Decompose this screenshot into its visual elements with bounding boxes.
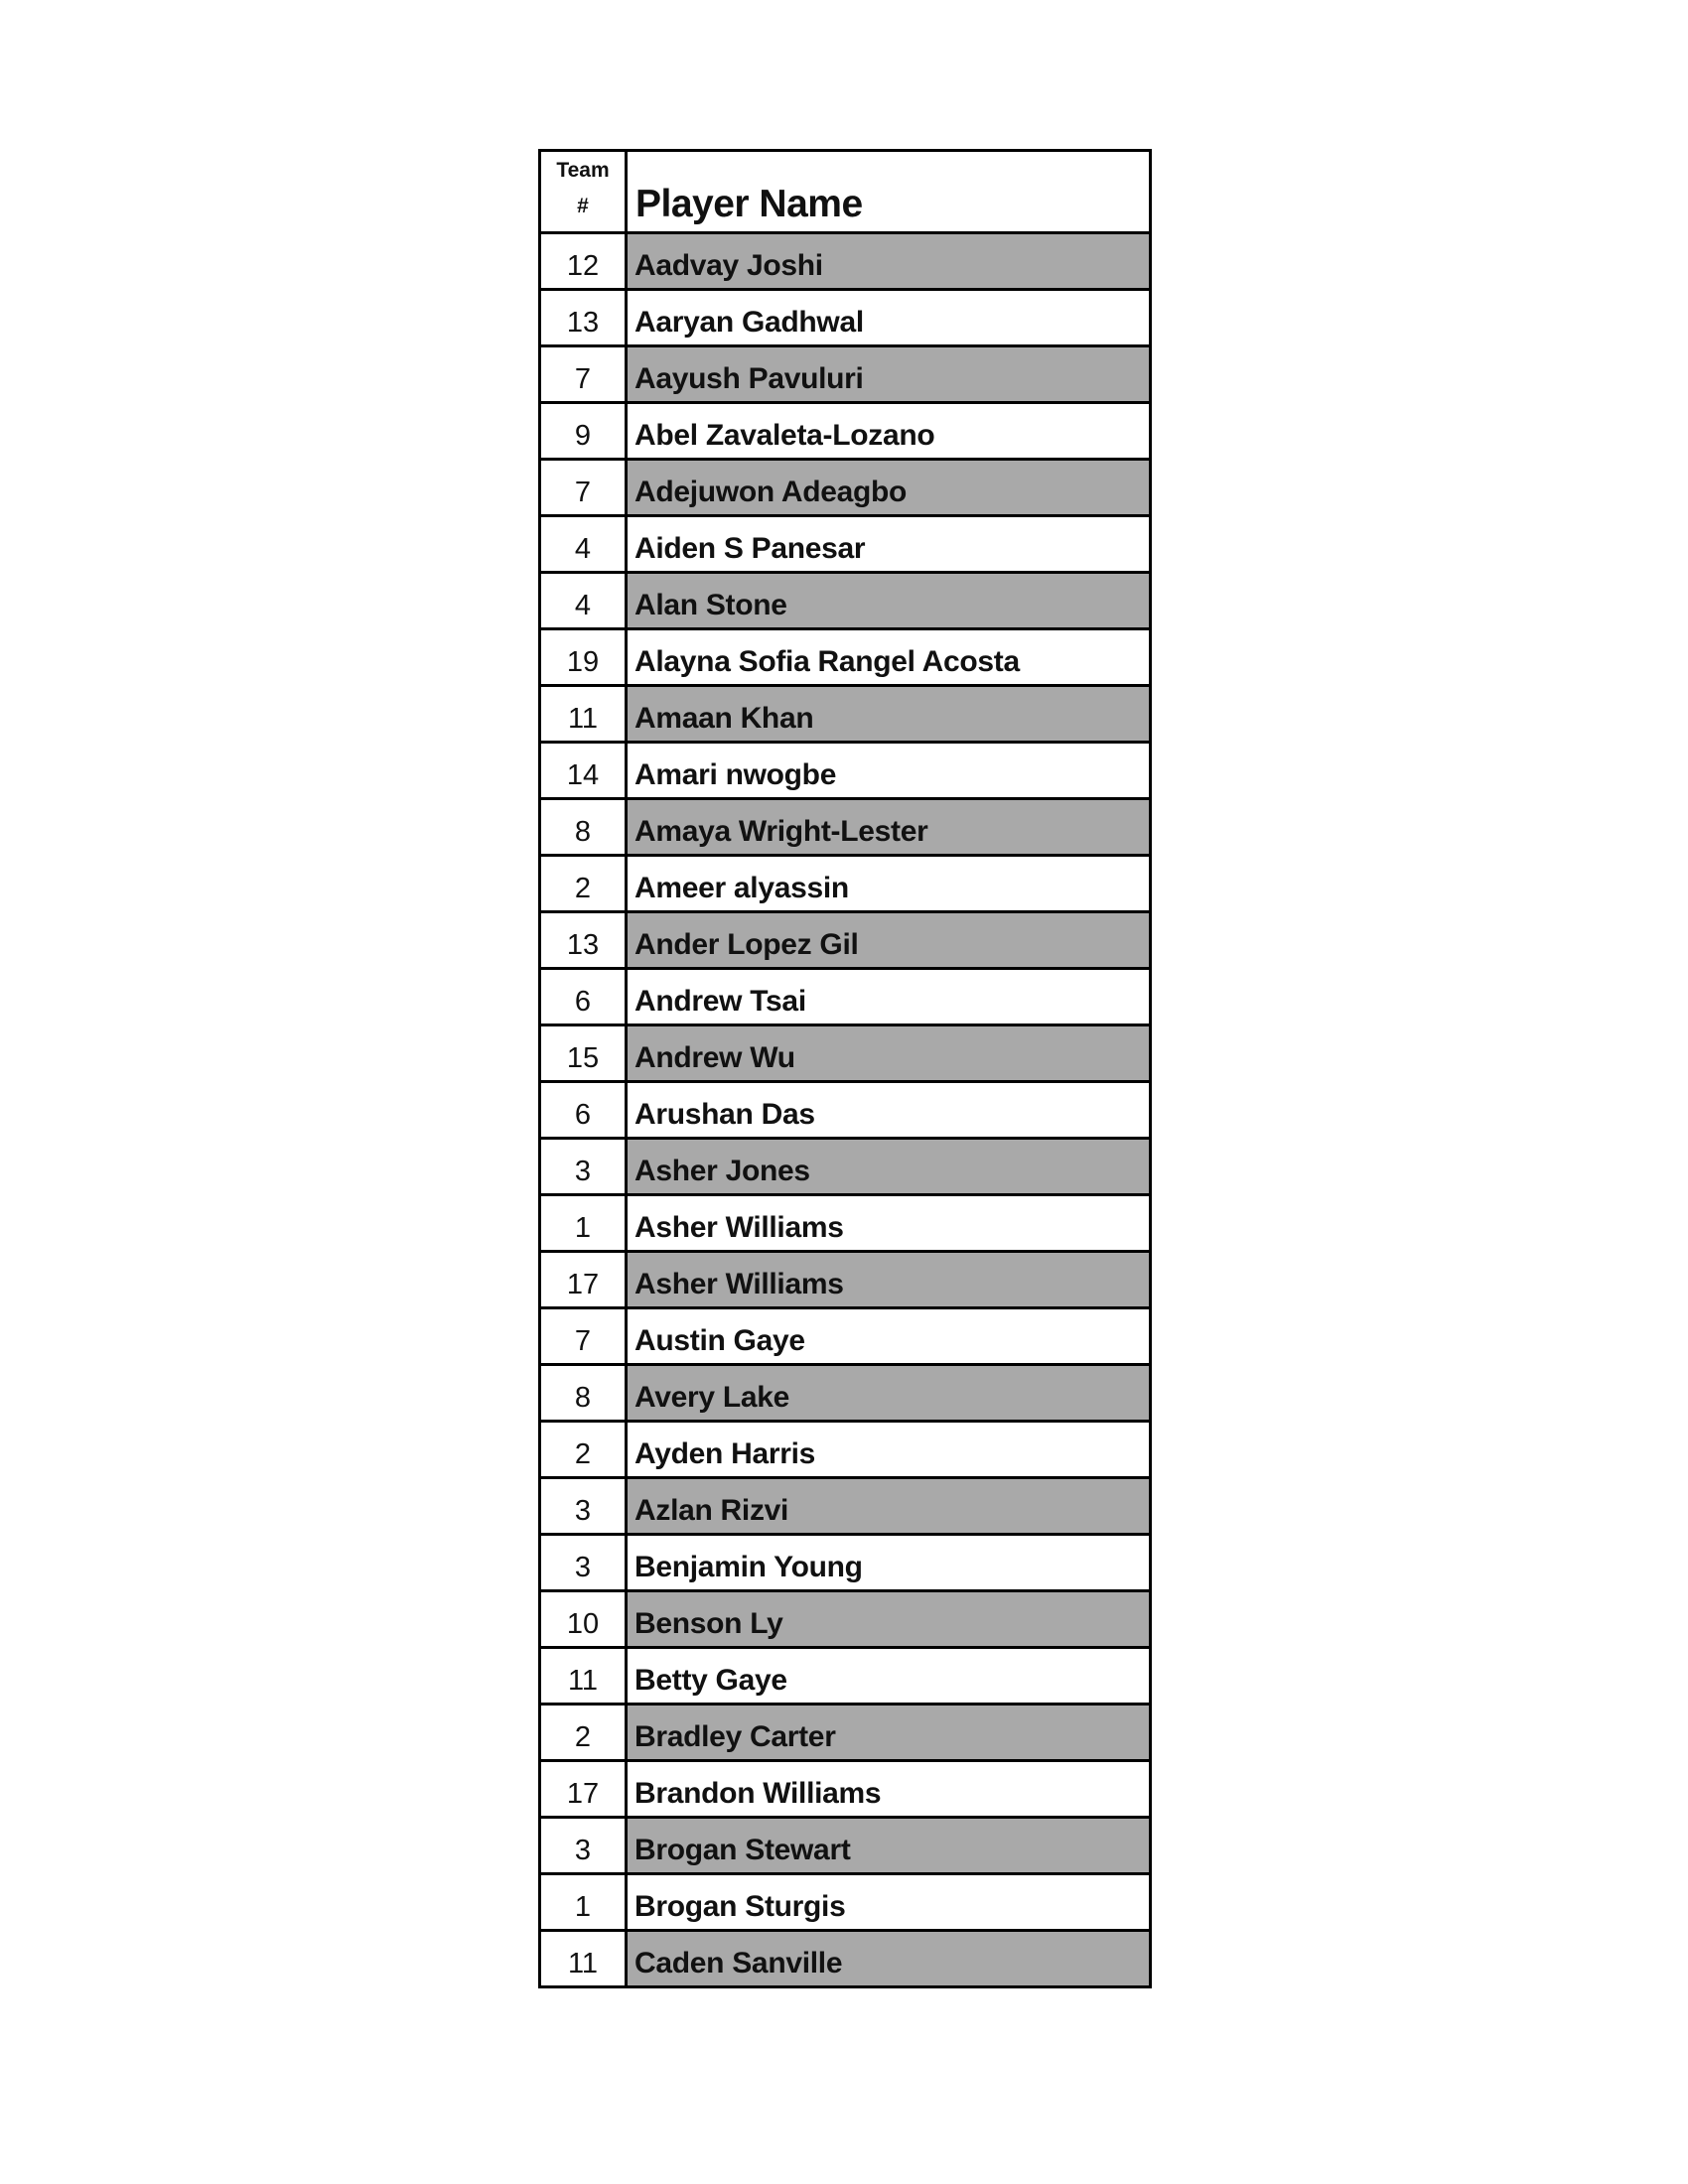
player-name-cell: Ameer alyassin	[627, 856, 1151, 912]
table-row	[540, 1478, 1151, 1535]
table-row	[540, 1365, 1151, 1422]
player-name-cell: Ayden Harris	[627, 1422, 1151, 1478]
table-row	[540, 1931, 1151, 1987]
player-name-cell: Ander Lopez Gil	[627, 912, 1151, 969]
team-number-cell: 17	[540, 1761, 627, 1818]
player-name-cell: Azlan Rizvi	[627, 1478, 1151, 1535]
player-name-cell: Benjamin Young	[627, 1535, 1151, 1591]
table-row	[540, 1082, 1151, 1139]
table-row	[540, 856, 1151, 912]
table-row	[540, 1874, 1151, 1931]
player-name-cell: Asher Williams	[627, 1195, 1151, 1252]
player-roster-table	[538, 149, 1152, 1988]
team-number-header	[540, 151, 627, 233]
team-number-cell: 2	[540, 856, 627, 912]
team-number-cell: 6	[540, 1082, 627, 1139]
table-row	[540, 1308, 1151, 1365]
table-row	[540, 1195, 1151, 1252]
team-number-cell: 3	[540, 1478, 627, 1535]
team-number-cell: 2	[540, 1422, 627, 1478]
player-name-cell: Amaya Wright-Lester	[627, 799, 1151, 856]
table-body	[540, 233, 1151, 1987]
team-number-cell: 13	[540, 290, 627, 346]
player-name-cell: Abel Zavaleta-Lozano	[627, 403, 1151, 460]
player-name-cell: Betty Gaye	[627, 1648, 1151, 1705]
table-row	[540, 969, 1151, 1025]
team-number-cell: 3	[540, 1535, 627, 1591]
team-number-cell: 19	[540, 629, 627, 686]
player-name-cell: Alayna Sofia Rangel Acosta	[627, 629, 1151, 686]
table-row	[540, 1705, 1151, 1761]
player-name-cell: Adejuwon Adeagbo	[627, 460, 1151, 516]
team-number-cell: 11	[540, 1931, 627, 1987]
table-row	[540, 799, 1151, 856]
table-row	[540, 912, 1151, 969]
table-row	[540, 1761, 1151, 1818]
table-row	[540, 1252, 1151, 1308]
team-number-cell: 6	[540, 969, 627, 1025]
team-number-cell: 7	[540, 460, 627, 516]
table-row	[540, 573, 1151, 629]
team-number-cell: 12	[540, 233, 627, 290]
team-number-cell: 17	[540, 1252, 627, 1308]
player-name-cell: Arushan Das	[627, 1082, 1151, 1139]
team-number-cell: 3	[540, 1139, 627, 1195]
table-row	[540, 1422, 1151, 1478]
team-number-cell: 9	[540, 403, 627, 460]
table-row	[540, 686, 1151, 743]
player-name-cell: Andrew Wu	[627, 1025, 1151, 1082]
team-number-cell: 11	[540, 1648, 627, 1705]
player-name-cell: Brogan Sturgis	[627, 1874, 1151, 1931]
player-name-cell: Andrew Tsai	[627, 969, 1151, 1025]
table-row	[540, 403, 1151, 460]
player-name-cell: Amari nwogbe	[627, 743, 1151, 799]
team-number-cell: 1	[540, 1195, 627, 1252]
table-row	[540, 1139, 1151, 1195]
team-number-cell: 13	[540, 912, 627, 969]
team-number-cell: 10	[540, 1591, 627, 1648]
team-number-cell: 7	[540, 1308, 627, 1365]
team-number-cell: 4	[540, 516, 627, 573]
table-row	[540, 233, 1151, 290]
table-row	[540, 516, 1151, 573]
table-row	[540, 629, 1151, 686]
team-number-cell: 8	[540, 799, 627, 856]
table-row	[540, 290, 1151, 346]
table-row	[540, 1591, 1151, 1648]
player-name-cell: Benson Ly	[627, 1591, 1151, 1648]
team-number-cell: 8	[540, 1365, 627, 1422]
player-name-cell: Aadvay Joshi	[627, 233, 1151, 290]
player-name-cell: Asher Williams	[627, 1252, 1151, 1308]
table-row	[540, 1818, 1151, 1874]
team-number-cell: 1	[540, 1874, 627, 1931]
player-name-cell: Asher Jones	[627, 1139, 1151, 1195]
table-row	[540, 346, 1151, 403]
player-name-cell: Aayush Pavuluri	[627, 346, 1151, 403]
team-header-line1: Team	[556, 159, 610, 182]
player-name-cell: Amaan Khan	[627, 686, 1151, 743]
table-row	[540, 743, 1151, 799]
team-number-cell: 4	[540, 573, 627, 629]
team-number-cell: 2	[540, 1705, 627, 1761]
team-header-line2: #	[577, 195, 589, 217]
player-name-header: Player Name	[627, 151, 1151, 233]
team-number-cell: 14	[540, 743, 627, 799]
table-row	[540, 460, 1151, 516]
player-name-cell: Brandon Williams	[627, 1761, 1151, 1818]
team-number-cell: 3	[540, 1818, 627, 1874]
table-row	[540, 1535, 1151, 1591]
team-number-cell: 15	[540, 1025, 627, 1082]
table-row	[540, 1648, 1151, 1705]
player-name-cell: Bradley Carter	[627, 1705, 1151, 1761]
table-row	[540, 1025, 1151, 1082]
player-name-cell: Caden Sanville	[627, 1931, 1151, 1987]
player-name-cell: Austin Gaye	[627, 1308, 1151, 1365]
player-name-cell: Brogan Stewart	[627, 1818, 1151, 1874]
team-number-cell: 7	[540, 346, 627, 403]
player-name-cell: Alan Stone	[627, 573, 1151, 629]
player-name-cell: Aaryan Gadhwal	[627, 290, 1151, 346]
team-number-cell: 11	[540, 686, 627, 743]
header-row	[540, 151, 1151, 233]
player-name-cell: Avery Lake	[627, 1365, 1151, 1422]
player-name-cell: Aiden S Panesar	[627, 516, 1151, 573]
